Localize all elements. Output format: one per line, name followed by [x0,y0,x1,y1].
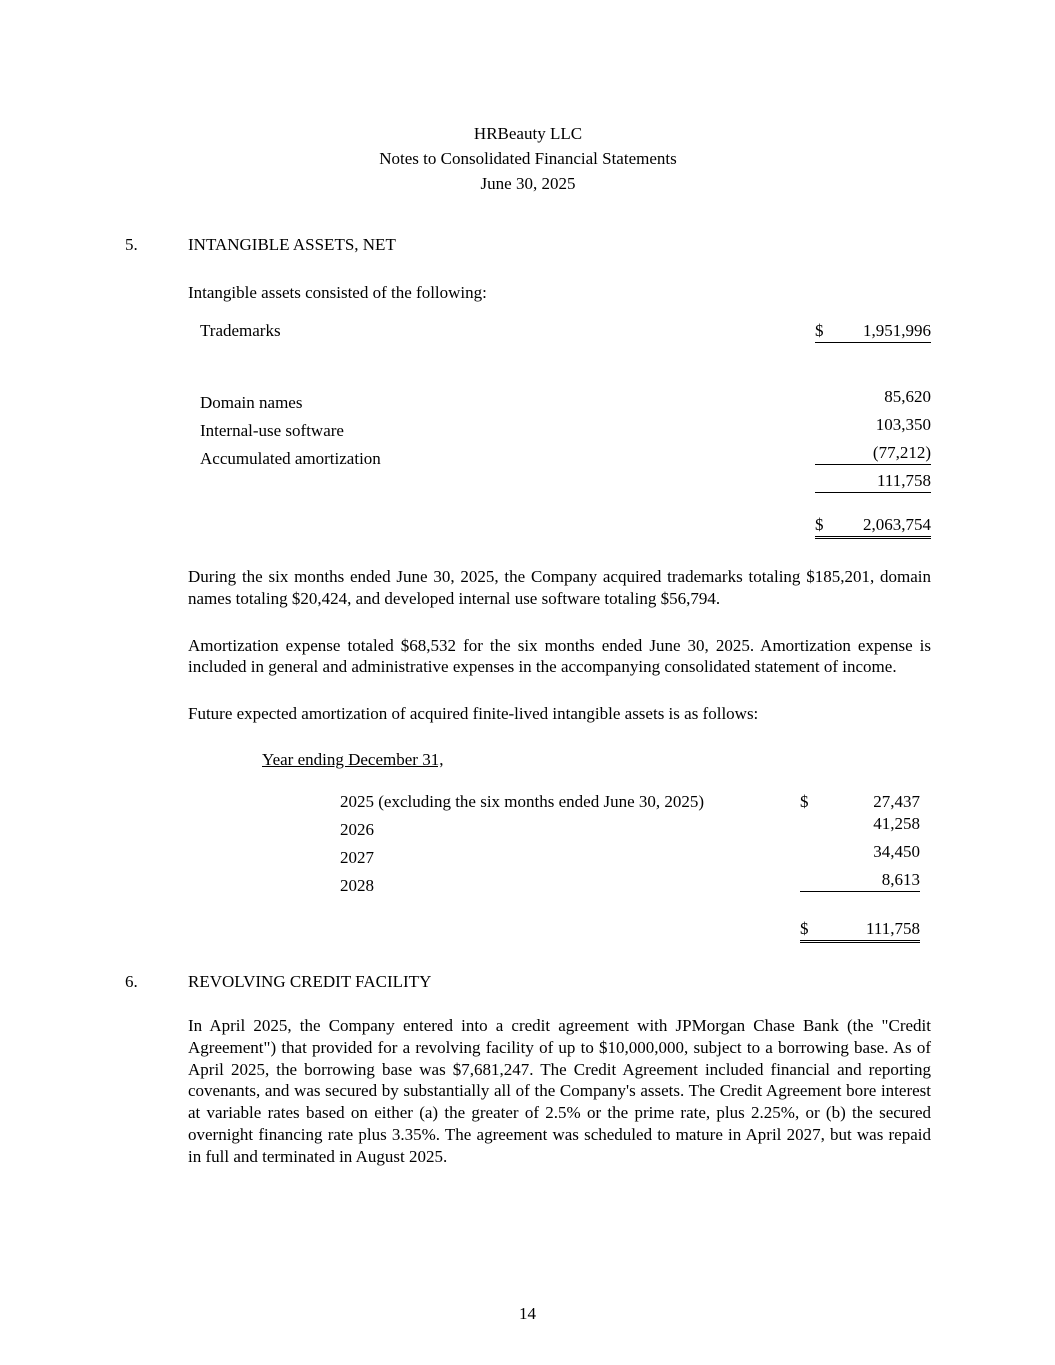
row-label: 2028 [340,875,374,895]
row-label: Domain names [200,393,303,412]
section-5-paragraph-3: Future expected amortization of acquired finite-lived intangible assets is as follows: [188,704,759,724]
table-row [200,442,931,470]
table-row [200,414,931,442]
section-5-paragraph-2: Amortization expense totaled $68,532 for the six months ended June 30, 2025. Amortization expense is included in general and administrative expenses in the accompanying consolidated statement of income. [188,635,931,677]
section-6-paragraph-1: In April 2025, the Company entered into a credit agreement with JPMorgan Chase Bank (the "Credit Agreement") that provided for a revolving facility of up to $10,000,000, subject to a borrowing base. As of April 2025, the borrowing base was $7,681,247. The Credit Agreement included financial and reporting covenants, and was secured by substantially all of the Company's assets. The Credit Agreement bore interest at variable rates based on either (a) the greater of 2.5% or the prime rate, plus 2.25%, or (b) the secured overnight financing rate plus 3.35%. The agreement was scheduled to mature in April 2027, but was repaid in full and terminated in August 2025. [188,1015,931,1166]
table-row-total [200,514,931,539]
currency-symbol: $ [815,321,824,340]
table-row [200,320,931,343]
amount-value: (77,212) [872,443,931,462]
row-label: 2025 (excluding the six months ended June 30, 2025) [340,791,705,811]
amount-value: 85,620 [884,387,931,406]
section-5-number: 5. [125,235,138,254]
table-row [200,386,931,414]
row-amount [800,918,920,943]
section-5-paragraph-1: During the six months ended June 30, 2025, the Company acquired trademarks totaling $185,201, domain names totaling $20,424, and developed internal use software totaling $56,794. [188,567,931,608]
amount-value: 2,063,754 [863,515,931,534]
table-row [340,869,920,897]
table-row [340,791,920,813]
row-amount [815,320,931,343]
section-5-heading [125,234,931,256]
row-amount [815,386,931,408]
amount-value: 8,613 [881,869,920,889]
row-amount [800,813,920,835]
amount-value: 41,258 [873,813,920,833]
row-amount [800,791,920,813]
company-name: HRBeauty LLC [473,124,583,143]
row-amount [800,841,920,863]
row-amount [815,442,931,465]
document-date: June 30, 2025 [480,174,576,193]
amount-value: 34,450 [873,841,920,861]
document-title: Notes to Consolidated Financial Statements [379,149,677,168]
row-label: 2027 [340,847,374,867]
section-6-number: 6. [125,971,138,991]
table-row-total [340,918,920,943]
row-amount [815,514,931,539]
row-label: 2026 [340,819,374,839]
page-number: 14 [519,1304,536,1323]
intangible-assets-table [200,320,931,539]
amount-value: 1,951,996 [863,321,931,340]
section-5-title: INTANGIBLE ASSETS, NET [188,235,396,254]
amount-value: 111,758 [877,471,931,490]
currency-symbol: $ [800,791,809,811]
row-amount [815,414,931,436]
section-5-intro: Intangible assets consisted of the following: [188,283,487,302]
table-row-subtotal [200,470,931,493]
amount-value: 111,758 [866,918,920,938]
row-amount [800,869,920,892]
table-row [340,841,920,869]
amount-value: 27,437 [873,791,920,811]
document-header [125,121,931,196]
row-amount [815,470,931,493]
row-label: Accumulated amortization [200,449,381,468]
amortization-schedule-heading: Year ending December 31, [262,749,444,769]
currency-symbol: $ [800,918,809,938]
amortization-schedule-table [340,791,920,943]
amount-value: 103,350 [875,415,931,434]
currency-symbol: $ [815,515,824,534]
section-6-title: REVOLVING CREDIT FACILITY [188,971,432,991]
section-6-heading [125,971,931,993]
row-label: Internal-use software [200,421,344,440]
row-label: Trademarks [200,321,281,340]
table-row [340,813,920,841]
